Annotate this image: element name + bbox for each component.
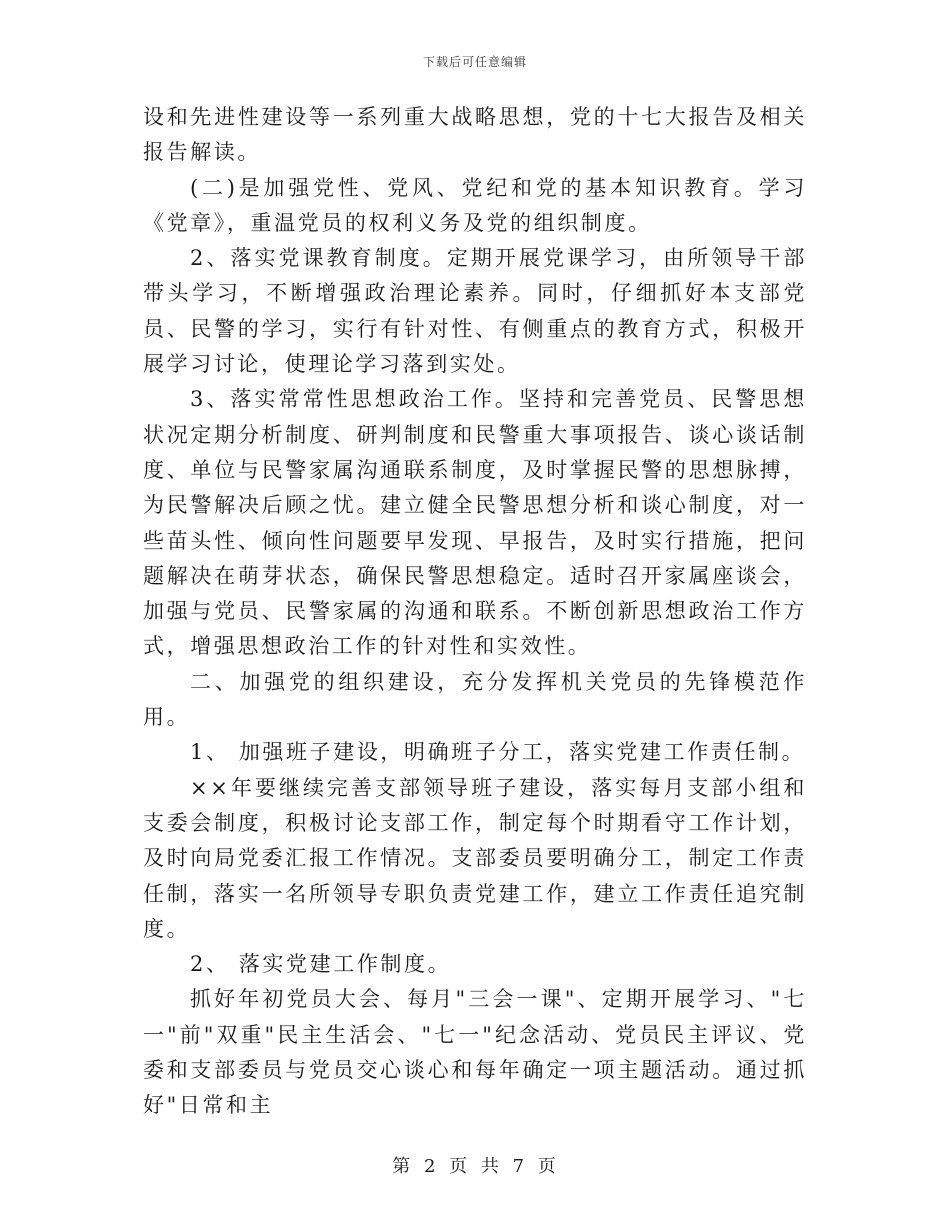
subheading-1: 1、 加强班子建设，明确班子分工，落实党建工作责任制。 <box>190 740 806 765</box>
paragraph-2: (二)是加强党性、党风、党纪和党的基本知识教育。学习《党章》，重温党员的权利义务及党的组织制度。 <box>143 175 807 235</box>
paragraph-9: 抓好年初党员大会、每月"三会一课"、定期开展学习、"七一"前"双重"民主生活会、"七一"纪念活动、党员民主评议、党委和支部委员与党员交心谈心和每年确定一项主题活动。通过抓好"日常和主 <box>143 987 807 1118</box>
section-heading-2: 二、加强党的组织建设，充分发挥机关党员的先锋模范作用。 <box>143 669 807 730</box>
paragraph-4: 3、落实常常性思想政治工作。坚持和完善党员、民警思想状况定期分析制度、研判制度和民警重大事项报告、谈心谈话制度、单位与民警家属沟通联系制度，及时掌握民警的思想脉搏，为民警解决后顾之忧。建立健全民警思想分析和谈心制度，对一些苗头性、倾向性问题要早发现、早报告，及时实行措施，把问题解决在萌芽状态，确保民警思想稳定。适时召开家属座谈会，加强与党员、民警家属的沟通和联系。不断创新思想政治工作方式，增强思想政治工作的针对性和实效性。 <box>143 387 807 659</box>
paragraph-7: ××年要继续完善支部领导班子建设，落实每月支部小组和支委会制度，积极讨论支部工作，制定每个时期看守工作计划，及时向局党委汇报工作情况。支部委员要明确分工，制定工作责任制，落实一名所领导专职负责党建工作，建立工作责任追究制度。 <box>143 775 807 941</box>
page-number-footer: 第 2 页 共 7 页 <box>392 1156 558 1177</box>
document-body <box>143 100 807 1124</box>
paragraph-1: 设和先进性建设等一系列重大战略思想，党的十七大报告及相关报告解读。 <box>143 105 807 165</box>
subheading-2: 2、 落实党建工作制度。 <box>190 952 452 977</box>
paragraph-3: 2、落实党课教育制度。定期开展党课学习，由所领导干部带头学习，不断增强政治理论素养。同时，仔细抓好本支部党员、民警的学习，实行有针对性、有侧重点的教育方式，积极开展学习讨论，使理论学习落到实处。 <box>143 246 807 377</box>
header-note: 下载后可任意编辑 <box>422 55 527 69</box>
